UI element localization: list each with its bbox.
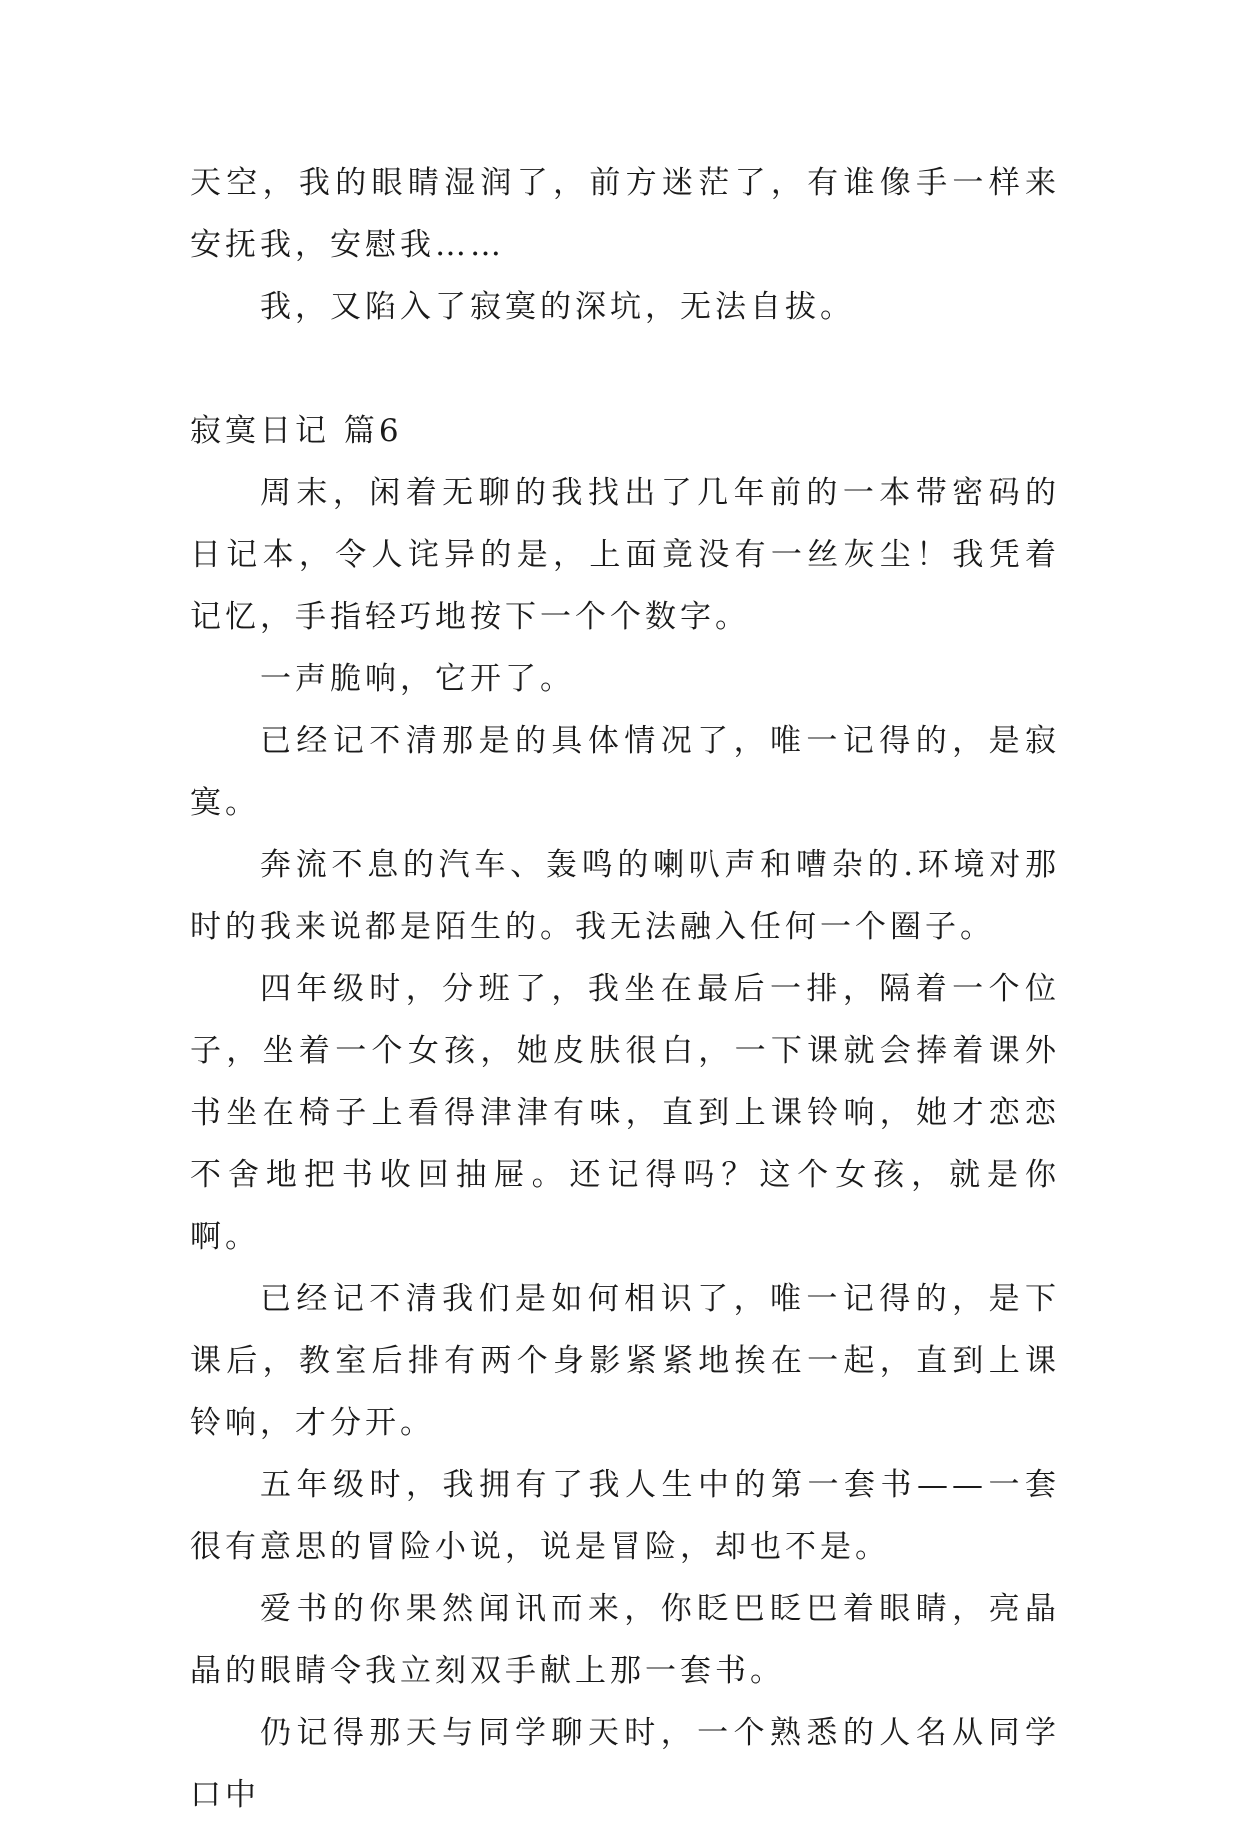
- paragraph: 已经记不清我们是如何相识了，唯一记得的，是下课后，教室后排有两个身影紧紧地挨在一起，直到上课铃响，才分开。: [190, 1281, 1060, 1441]
- paragraph: 奔流不息的汽车、轰鸣的喇叭声和嘈杂的.环境对那时的我来说都是陌生的。我无法融入任何一个圈子。: [190, 847, 1060, 945]
- paragraph: 仍记得那天与同学聊天时，一个熟悉的人名从同学口中: [190, 1715, 1060, 1813]
- paragraph: 已经记不清那是的具体情况了，唯一记得的，是寂寞。: [190, 723, 1060, 821]
- section-heading: 寂寞日记 篇6: [190, 413, 403, 449]
- paragraph: 一声脆响，它开了。: [260, 661, 575, 697]
- paragraph-continued: 天空，我的眼睛湿润了，前方迷茫了，有谁像手一样来安抚我，安慰我……: [190, 165, 1060, 263]
- paragraph: 四年级时，分班了，我坐在最后一排，隔着一个位子，坐着一个女孩，她皮肤很白，一下课就会捧着课外书坐在椅子上看得津津有味，直到上课铃响，她才恋恋不舍地把书收回抽屉。还记得吗？这个女孩，就是你啊。: [190, 971, 1060, 1255]
- paragraph: 周末，闲着无聊的我找出了几年前的一本带密码的日记本，令人诧异的是，上面竟没有一丝灰尘！我凭着记忆，手指轻巧地按下一个个数字。: [190, 475, 1060, 635]
- document-page: [190, 152, 1060, 1826]
- paragraph: 五年级时，我拥有了我人生中的第一套书——一套很有意思的冒险小说，说是冒险，却也不是。: [190, 1467, 1060, 1565]
- paragraph: 我，又陷入了寂寞的深坑，无法自拔。: [260, 289, 855, 325]
- paragraph: 爱书的你果然闻讯而来，你眨巴眨巴着眼睛，亮晶晶的眼睛令我立刻双手献上那一套书。: [190, 1591, 1060, 1689]
